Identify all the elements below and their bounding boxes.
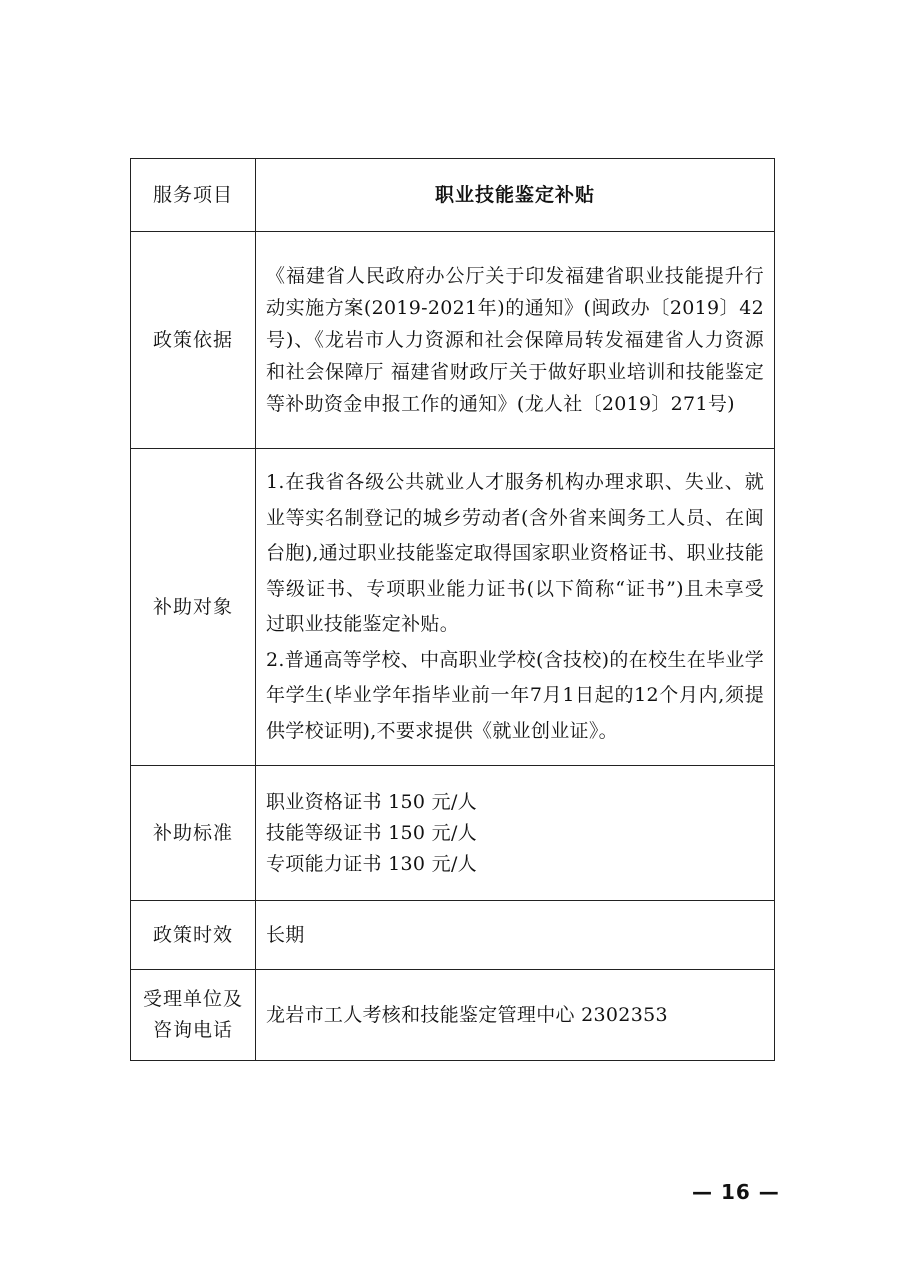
row-subsidy-target bbox=[131, 449, 775, 766]
contact-label bbox=[131, 970, 256, 1061]
standard-line-2: 技能等级证书 150 元/人 bbox=[266, 821, 477, 844]
row-service-item bbox=[131, 159, 775, 232]
contact-label-line-1: 受理单位及 bbox=[142, 988, 243, 1010]
subsidy-target-cell bbox=[256, 449, 775, 766]
page-number: — 16 — bbox=[692, 1180, 780, 1204]
standard-line-3: 专项能力证书 130 元/人 bbox=[266, 852, 477, 875]
subsidy-target-item-2: 2.普通高等学校、中高职业学校(含技校)的在校生在毕业学年学生(毕业学年指毕业前一年7月1日起的12个月内,须提供学校证明),不要求提供《就业创业证》。 bbox=[266, 648, 764, 742]
service-item-label: 服务项目 bbox=[131, 159, 256, 232]
contact-label-line-2: 咨询电话 bbox=[152, 1019, 233, 1041]
policy-basis-cell bbox=[256, 232, 775, 449]
subsidy-standard-label: 补助标准 bbox=[131, 766, 256, 901]
subsidy-standard-cell bbox=[256, 766, 775, 901]
policy-table bbox=[130, 158, 775, 1061]
row-policy-period bbox=[131, 901, 775, 970]
policy-basis-label: 政策依据 bbox=[131, 232, 256, 449]
contact-value: 龙岩市工人考核和技能鉴定管理中心 2302353 bbox=[256, 970, 775, 1061]
row-subsidy-standard bbox=[131, 766, 775, 901]
row-contact bbox=[131, 970, 775, 1061]
policy-basis-text: 《福建省人民政府办公厅关于印发福建省职业技能提升行动实施方案(2019-2021年)的通知》(闽政办〔2019〕42号)、《龙岩市人力资源和社会保障局转发福建省人力资源和社会保障厅 福建省财政厅关于做好职业培训和技能鉴定等补助资金申报工作的通知》(龙人社〔2019〕271号) bbox=[266, 265, 764, 415]
service-item-value: 职业技能鉴定补贴 bbox=[256, 159, 775, 232]
subsidy-target-item-1: 1.在我省各级公共就业人才服务机构办理求职、失业、就业等实名制登记的城乡劳动者(含外省来闽务工人员、在闽台胞),通过职业技能鉴定取得国家职业资格证书、职业技能等级证书、专项职业能力证书(以下简称“证书”)且未享受过职业技能鉴定补贴。 bbox=[266, 471, 764, 635]
policy-period-value: 长期 bbox=[256, 901, 775, 970]
row-policy-basis bbox=[131, 232, 775, 449]
subsidy-target-label: 补助对象 bbox=[131, 449, 256, 766]
standard-line-1: 职业资格证书 150 元/人 bbox=[266, 790, 477, 813]
policy-period-label: 政策时效 bbox=[131, 901, 256, 970]
